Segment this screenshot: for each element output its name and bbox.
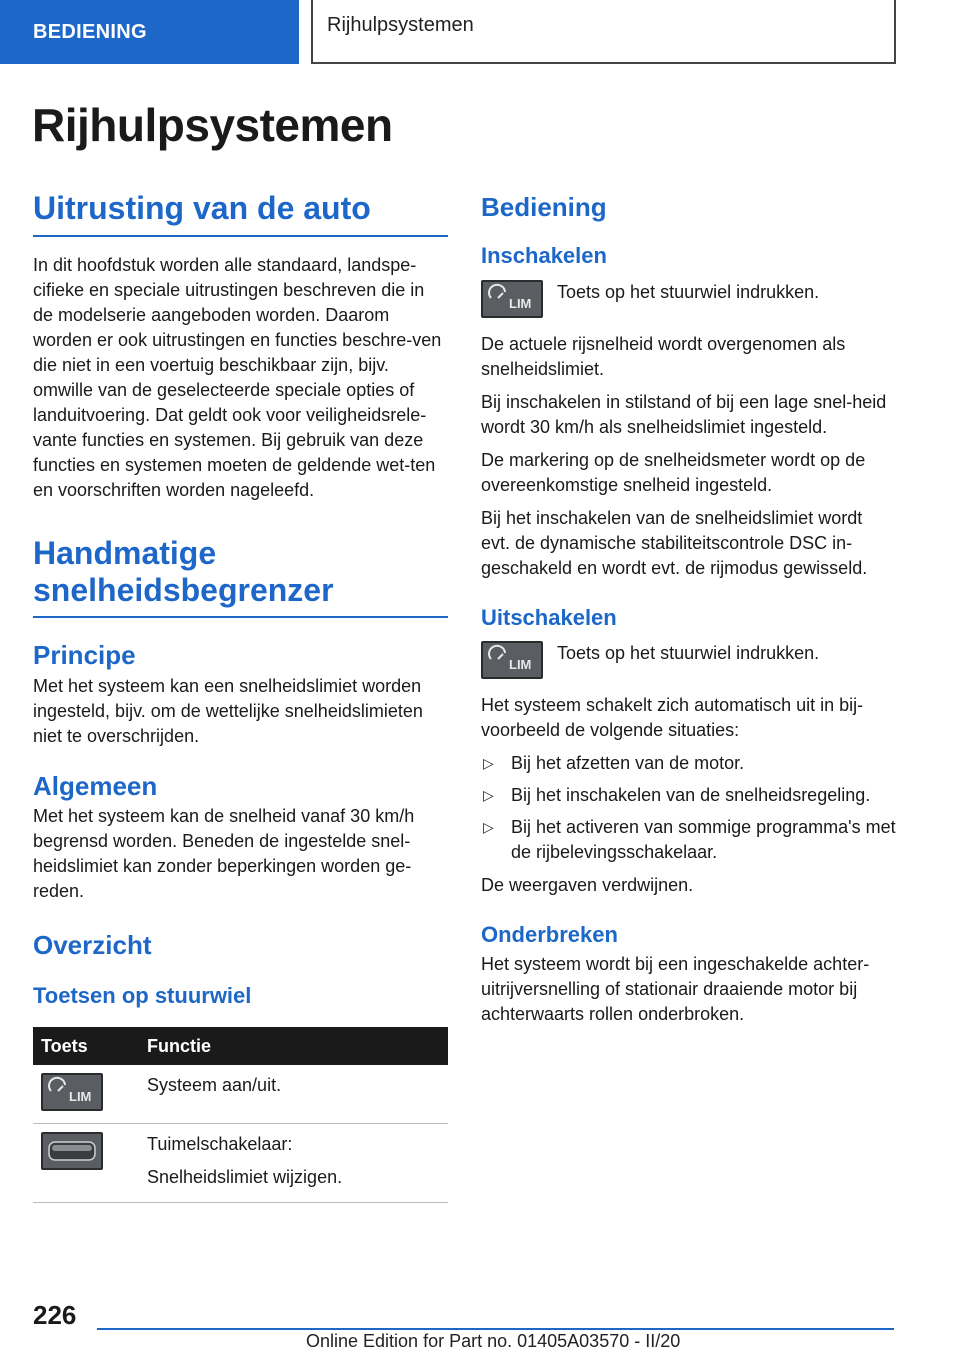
overzicht-heading: Overzicht: [33, 929, 152, 960]
limiter-heading: Handmatige snelheidsbegrenzer: [33, 535, 448, 619]
lim-button-icon: [481, 641, 543, 679]
triangle-bullet-icon: ▷: [483, 818, 494, 835]
lim-button-icon: [41, 1073, 103, 1111]
onderbreken-text: Het systeem wordt bij een ingeschakelde achter-uitrijversnelling of stationair draaiende motor bij achterwaarts rollen onderbroken.: [481, 954, 870, 1025]
uitschakelen-text-1: Het systeem schakelt zich automatisch uit in bij-voorbeeld de volgende situaties:: [481, 694, 864, 740]
principe-text: Met het systeem kan een snelheidslimiet worden ingesteld, bijv. om de wettelijke snelheidslimieten niet te overschrijden.: [33, 675, 423, 746]
lim-button-icon: [481, 280, 543, 318]
bediening-heading: Bediening: [481, 192, 607, 222]
list-item: [481, 783, 896, 808]
inschakelen-key-row: [481, 280, 896, 318]
function-text-secondary: Snelheidslimiet wijzigen.: [147, 1167, 343, 1188]
triangle-bullet-icon: ▷: [483, 754, 494, 771]
footer-divider: [97, 1328, 894, 1330]
list-item-text: Bij het afzetten van de motor.: [511, 752, 745, 773]
header-chapter-label: Rijhulpsystemen: [327, 14, 474, 36]
toetsen-heading: Toetsen op stuurwiel: [33, 982, 252, 1008]
table-header-row: [33, 1027, 448, 1065]
right-column: [481, 190, 896, 1027]
table-header-function: Functie: [139, 1027, 448, 1065]
triangle-bullet-icon: ▷: [483, 786, 494, 803]
uitschakelen-list: [481, 751, 896, 865]
table-cell-function: [139, 1124, 448, 1203]
function-text: Tuimelschakelaar:: [147, 1134, 293, 1155]
table-row: [33, 1124, 448, 1203]
rocker-switch-icon: [41, 1132, 103, 1170]
inschakelen-text-4: Bij het inschakelen van de snelheidslimiet wordt evt. de dynamische stabiliteitscontrole DSC in-geschakeld en wordt evt. de rijmodus gewisseld.: [481, 507, 868, 578]
table-row: [33, 1065, 448, 1124]
table-header-key: Toets: [33, 1027, 139, 1065]
keys-table: [33, 1027, 448, 1203]
lim-label: LIM: [509, 656, 532, 672]
inschakelen-text-2: Bij inschakelen in stilstand of bij een lage snel-heid wordt 30 km/h als snelheidslimiet ingesteld.: [481, 391, 887, 437]
function-text: Systeem aan/uit.: [147, 1075, 282, 1096]
uitschakelen-text-2: De weergaven verdwijnen.: [481, 874, 694, 895]
footer-edition: Online Edition for Part no. 01405A03570 - II/20: [306, 1331, 681, 1351]
inschakelen-key-text: Toets op het stuurwiel indrukken.: [557, 281, 820, 302]
inschakelen-text-3: De markering op de snelheidsmeter wordt op de overeenkomstige snelheid ingesteld.: [481, 449, 866, 495]
onderbreken-heading: Onderbreken: [481, 921, 618, 947]
uitschakelen-key-text: Toets op het stuurwiel indrukken.: [557, 642, 820, 663]
list-item: [481, 751, 896, 776]
list-item: [481, 815, 896, 865]
header-chapter-tab: [311, 0, 896, 64]
page-title: Rijhulpsystemen: [32, 99, 393, 151]
page-number: 226: [33, 1300, 77, 1330]
header-section-tab: [0, 0, 299, 64]
table-cell-function: [139, 1065, 448, 1124]
left-column: [33, 190, 448, 1203]
inschakelen-text-1: De actuele rijsnelheid wordt overgenomen als snelheidslimiet.: [481, 333, 846, 379]
principe-heading: Principe: [33, 640, 136, 671]
header-section-label: BEDIENING: [33, 20, 147, 43]
list-item-text: Bij het inschakelen van de snelheidsregeling.: [511, 784, 871, 805]
lim-label: LIM: [69, 1089, 92, 1105]
inschakelen-heading: Inschakelen: [481, 243, 607, 269]
algemeen-heading: Algemeen: [33, 770, 158, 801]
algemeen-text: Met het systeem kan de snelheid vanaf 30 km/h begrensd worden. Beneden de ingestelde snel-heidslimiet kan zonder beperkingen worden ge-reden.: [33, 805, 415, 901]
list-item-text: Bij het activeren van sommige programma's met de rijbelevingsschakelaar.: [511, 816, 896, 862]
lim-label: LIM: [509, 295, 532, 311]
equipment-text: In dit hoofdstuk worden alle standaard, landspe-cifieke en speciale uitrustingen beschreven die in de modelserie aangeboden worden. Daarom worden er ook uitrustingen en functies beschre-ven die niet in een voertuig beschikbaar zijn, bijv. omwille van de geselecteerde speciale opties of landuitvoering. Dat geldt ook voor veiligheidsrele-vante functies en systemen. Bij gebruik van deze functies en systemen moeten de geldende wet-ten en voorschriften worden nageleefd.: [33, 254, 442, 500]
uitschakelen-heading: Uitschakelen: [481, 604, 617, 630]
uitschakelen-key-row: [481, 641, 896, 679]
equipment-heading: Uitrusting van de auto: [33, 190, 448, 237]
